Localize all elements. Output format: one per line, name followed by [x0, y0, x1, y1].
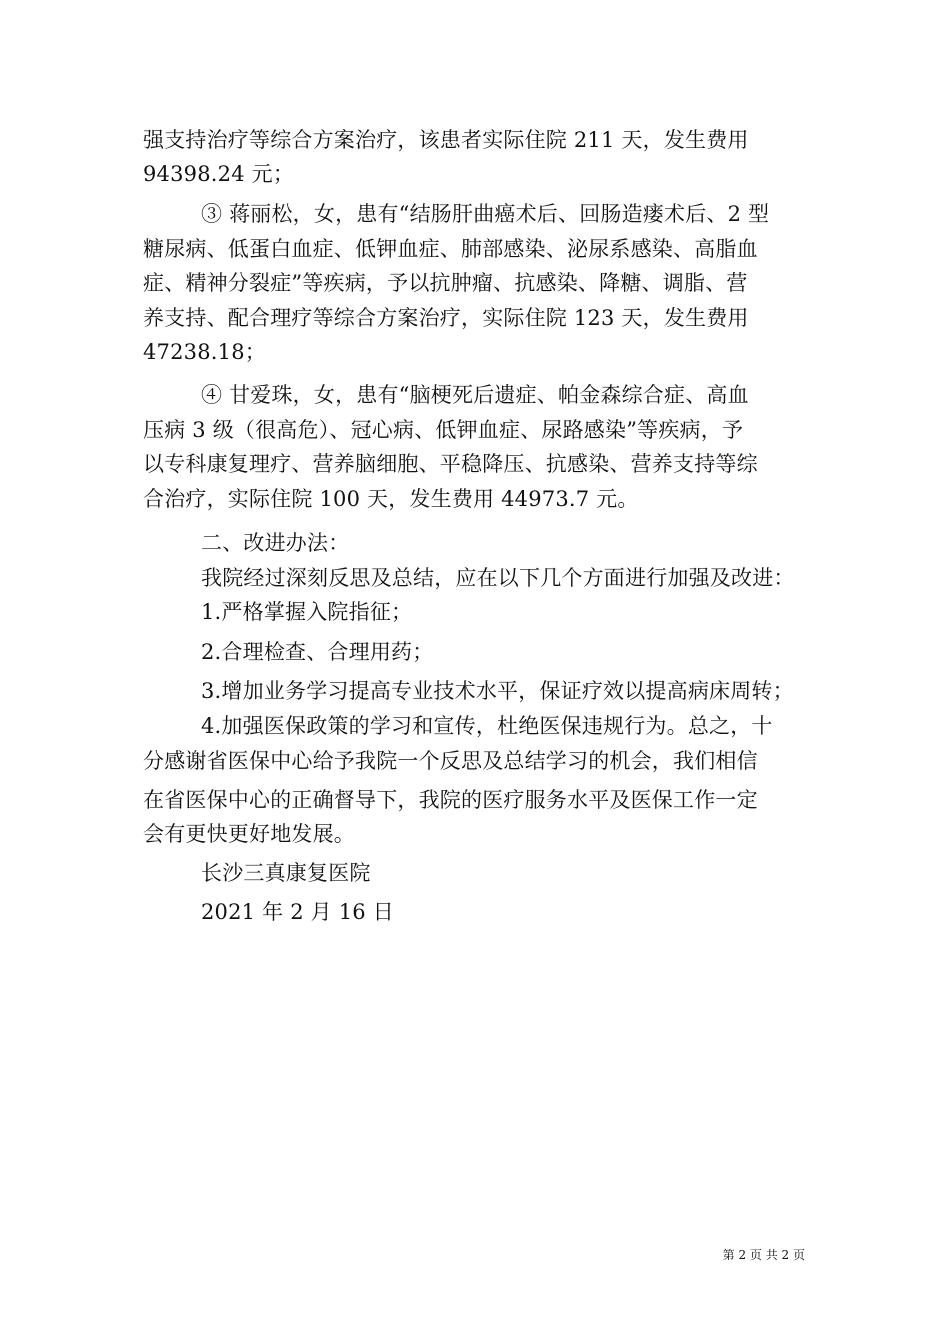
- paragraph-1-line-2: 94398.24 元；: [143, 162, 295, 186]
- item-4-line-4: 会有更快更好地发展。: [143, 822, 355, 846]
- paragraph-2-line-4: 养支持、配合理疗等综合方案治疗，实际住院 123 天，发生费用: [143, 306, 749, 330]
- list-item: 1.严格掌握入院指征；: [201, 600, 413, 624]
- item-4-line-1: 4.加强医保政策的学习和宣传，杜绝医保违规行为。总之，十: [201, 714, 773, 738]
- date: 2021 年 2 月 16 日: [201, 900, 394, 924]
- item-4-line-2: 分感谢省医保中心给予我院一个反思及总结学习的机会，我们相信: [143, 749, 758, 773]
- paragraph-2-line-5: 47238.18；: [143, 340, 267, 364]
- paragraph-3-line-3: 以专科康复理疗、营养脑细胞、平稳降压、抗感染、营养支持等综: [143, 452, 758, 476]
- intro-text: 我院经过深刻反思及总结，应在以下几个方面进行加强及改进：: [201, 566, 795, 590]
- signature: 长沙三真康复医院: [201, 861, 371, 885]
- section-heading: 二、改进办法：: [201, 531, 350, 555]
- paragraph-3-line-1: ④ 甘爱珠，女，患有“脑梗死后遗症、帕金森综合症、高血: [201, 383, 749, 407]
- paragraph-2-line-2: 糖尿病、低蛋白血症、低钾血症、肺部感染、泌尿系感染、高脂血: [143, 237, 758, 261]
- paragraph-3-line-4: 合治疗，实际住院 100 天，发生费用 44973.7 元。: [143, 487, 639, 511]
- paragraph-2-line-3: 症、精神分裂症”等疾病，予以抗肿瘤、抗感染、降糖、调脂、营: [143, 271, 748, 295]
- list-item: 2.合理检查、合理用药；: [201, 640, 434, 664]
- paragraph-2-line-1: ③ 蒋丽松，女，患有“结肠肝曲癌术后、回肠造瘘术后、2 型: [201, 202, 770, 226]
- paragraph-3-line-2: 压病 3 级（很高危）、冠心病、低钾血症、尿路感染”等疾病，予: [143, 418, 744, 442]
- page-indicator: 第 2 页 共 2 页: [722, 1248, 805, 1262]
- item-4-line-3: 在省医保中心的正确督导下，我院的医疗服务水平及医保工作一定: [143, 788, 758, 812]
- list-item: 3.增加业务学习提高专业技术水平，保证疗效以提高病床周转；: [201, 679, 794, 703]
- paragraph-1-line-1: 强支持治疗等综合方案治疗，该患者实际住院 211 天，发生费用: [143, 128, 749, 152]
